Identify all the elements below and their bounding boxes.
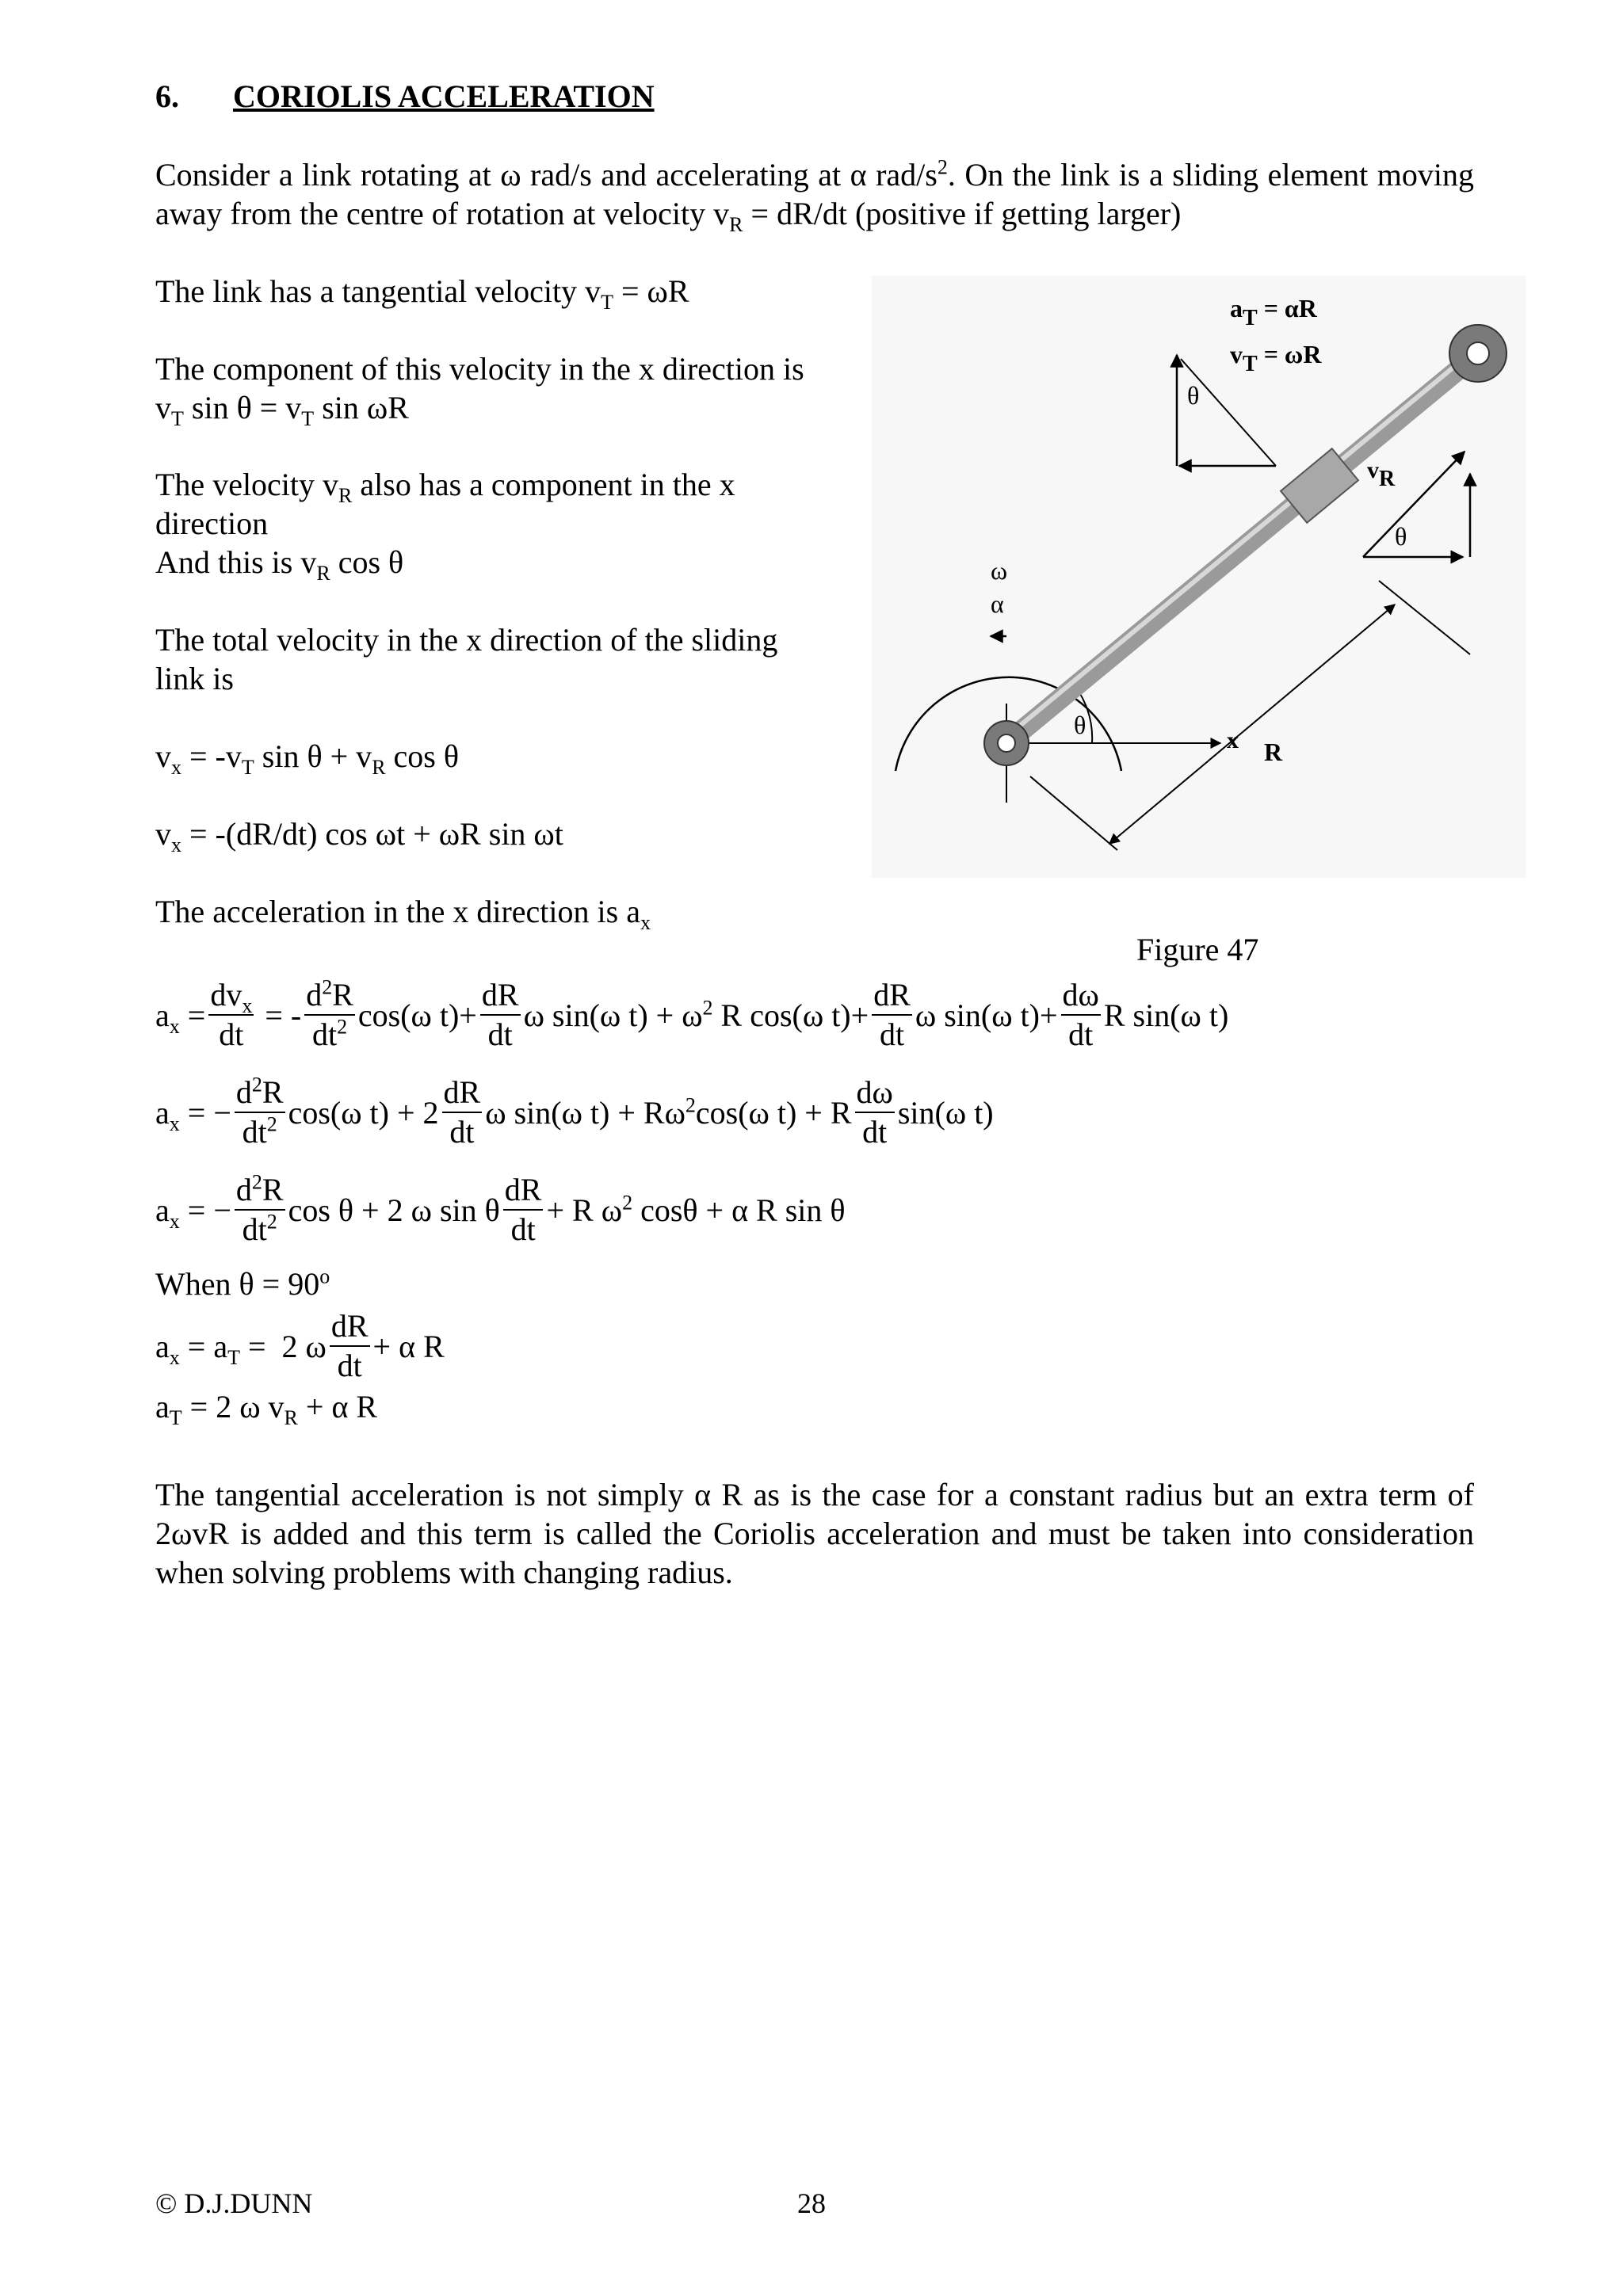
r-label: R: [1264, 738, 1283, 766]
x-label: x: [1227, 727, 1239, 753]
r-extension-bottom: [1030, 776, 1117, 850]
fraction-dR-dt: $\frac{dR}{dt}$: [330, 1308, 369, 1383]
conclusion-paragraph: The tangential acceleration is not simply α R as is the case for a constant radius but an extra term of 2ωvR is added and this term is called the Coriolis acceleration and must be taken into consideration when solving problems with changing radius.: [155, 1477, 1474, 1590]
total-velocity-line1: The total velocity in the x direction of the sliding: [155, 622, 778, 658]
vx-equation-1: $v_x = -v_T$ $\sin \theta + v_R$ cos θ: [155, 738, 460, 779]
ax-equation-2: $a_x$ = − $\frac{d^2R}{dt^2}$ cos(ω t) + 2 $\frac{dR}{dt}$ ω sin(ω $t) + R\omega^2\cos(\omega$ t) + R $\frac{d\omega}{dt}$ sin(ω t): [155, 1073, 994, 1150]
label-vR: vR: [1367, 457, 1396, 491]
ax-equation-3: $a_x$ = − $\frac{d^2R}{dt^2}$ cos θ + 2 ω sin θ $\frac{dR}{dt}$ + R $\omega^2$ cosθ + α R sin θ: [155, 1170, 846, 1247]
page-number: 28: [797, 2187, 826, 2219]
section-heading: [155, 78, 655, 115]
vt-triangle-hypotenuse: [1181, 359, 1276, 466]
alpha-label: α: [991, 589, 1004, 618]
total-velocity-line2: link is: [155, 661, 234, 696]
fraction-dR-dt: $\frac{dR}{dt}$: [504, 1172, 542, 1247]
component-text-line1: The component of this velocity in the x direction is: [155, 351, 804, 387]
vr-component-line2: direction: [155, 505, 269, 541]
section-number: 6.: [155, 78, 179, 114]
fraction-dR-dt: $\frac{dR}{dt}$: [481, 977, 519, 1052]
fraction-domega-dt: $\frac{d\omega}{dt}$: [856, 1074, 893, 1150]
fraction-dR-dt: $\frac{dR}{dt}$: [873, 977, 911, 1052]
fraction-domega-dt: $\frac{d\omega}{dt}$: [1062, 977, 1099, 1052]
pivot-hole: [998, 734, 1015, 752]
vr-component-line3: And this is $v_R$ cos θ: [155, 544, 404, 585]
theta-label-pivot: θ: [1074, 711, 1086, 739]
r-extension-top: [1379, 581, 1470, 654]
label-vT: vT = ωR: [1230, 340, 1322, 376]
r-dimension-line: [1109, 605, 1395, 844]
fraction-d2R-dt2: $\frac{d^2R}{dt^2}$: [235, 1170, 284, 1247]
intro-paragraph: Consider a link rotating at ω rad/s and accelerating at α rad/$s^2$. On the link is a sliding element moving away from the centre of rotation at velocity $v_R = dR/dt$ (positive if getting larger): [155, 155, 1474, 236]
fraction-dvx-dt: $\frac{dv_x}{dt}$: [210, 977, 253, 1052]
vr-component-line1: The velocity $v_R$ also has a component in the x: [155, 467, 735, 507]
figure-caption: Figure 47: [1136, 932, 1259, 967]
footer-copyright: © D.J.DUNN: [155, 2187, 313, 2219]
when-theta-text: When $\theta = 90^o$: [155, 1264, 330, 1302]
fraction-dR-dt: $\frac{dR}{dt}$: [443, 1074, 481, 1150]
omega-label: ω: [991, 556, 1008, 585]
fraction-d2R-dt2: $\frac{d^2R}{dt^2}$: [306, 975, 353, 1052]
vx-equation-2: $v_x = -(dR/dt)$ cos ωt + ωR sin ωt: [155, 816, 563, 856]
theta-label-top: θ: [1187, 381, 1200, 410]
acceleration-text: The acceleration in the x direction is $a_x$: [155, 894, 651, 934]
ax-equals-aT-equation: $a_x = a_T = 2$ ω $\frac{dR}{dt}$ + α R: [155, 1308, 445, 1383]
aT-coriolis-equation: $a_T = 2$ ω $v_R + \alpha$ R: [155, 1389, 378, 1429]
tangential-velocity-text: The link has a tangential velocity $v_T = \omega R$: [155, 273, 689, 314]
link-rod: [1006, 353, 1478, 743]
ax-equation-1: $a_x$ = $\frac{dv_x}{dt}$ = - $\frac{d^2R}{dt^2}$ cos(ω t)+ $\frac{dR}{dt}$ ω sin(ω $t) + \omega^2$ R cos(ω t)+ $\frac{dR}{dt}$ ω sin(ω t)+ $\frac{d\omega}{dt}$ R sin(ω t): [155, 975, 1229, 1052]
label-aT: aT = αR: [1230, 294, 1317, 330]
figure-47-diagram: [872, 276, 1526, 878]
fraction-d2R-dt2: $\frac{d^2R}{dt^2}$: [235, 1073, 284, 1150]
link-diagram-svg: [872, 276, 1526, 878]
theta-label-right: θ: [1395, 522, 1407, 551]
section-title: CORIOLIS ACCELERATION: [233, 78, 655, 114]
end-hole: [1467, 342, 1489, 364]
component-text-line2: $v_T$ $\sin \theta = v_T$ sin ωR: [155, 390, 409, 430]
link-rod-highlight: [1006, 347, 1478, 737]
